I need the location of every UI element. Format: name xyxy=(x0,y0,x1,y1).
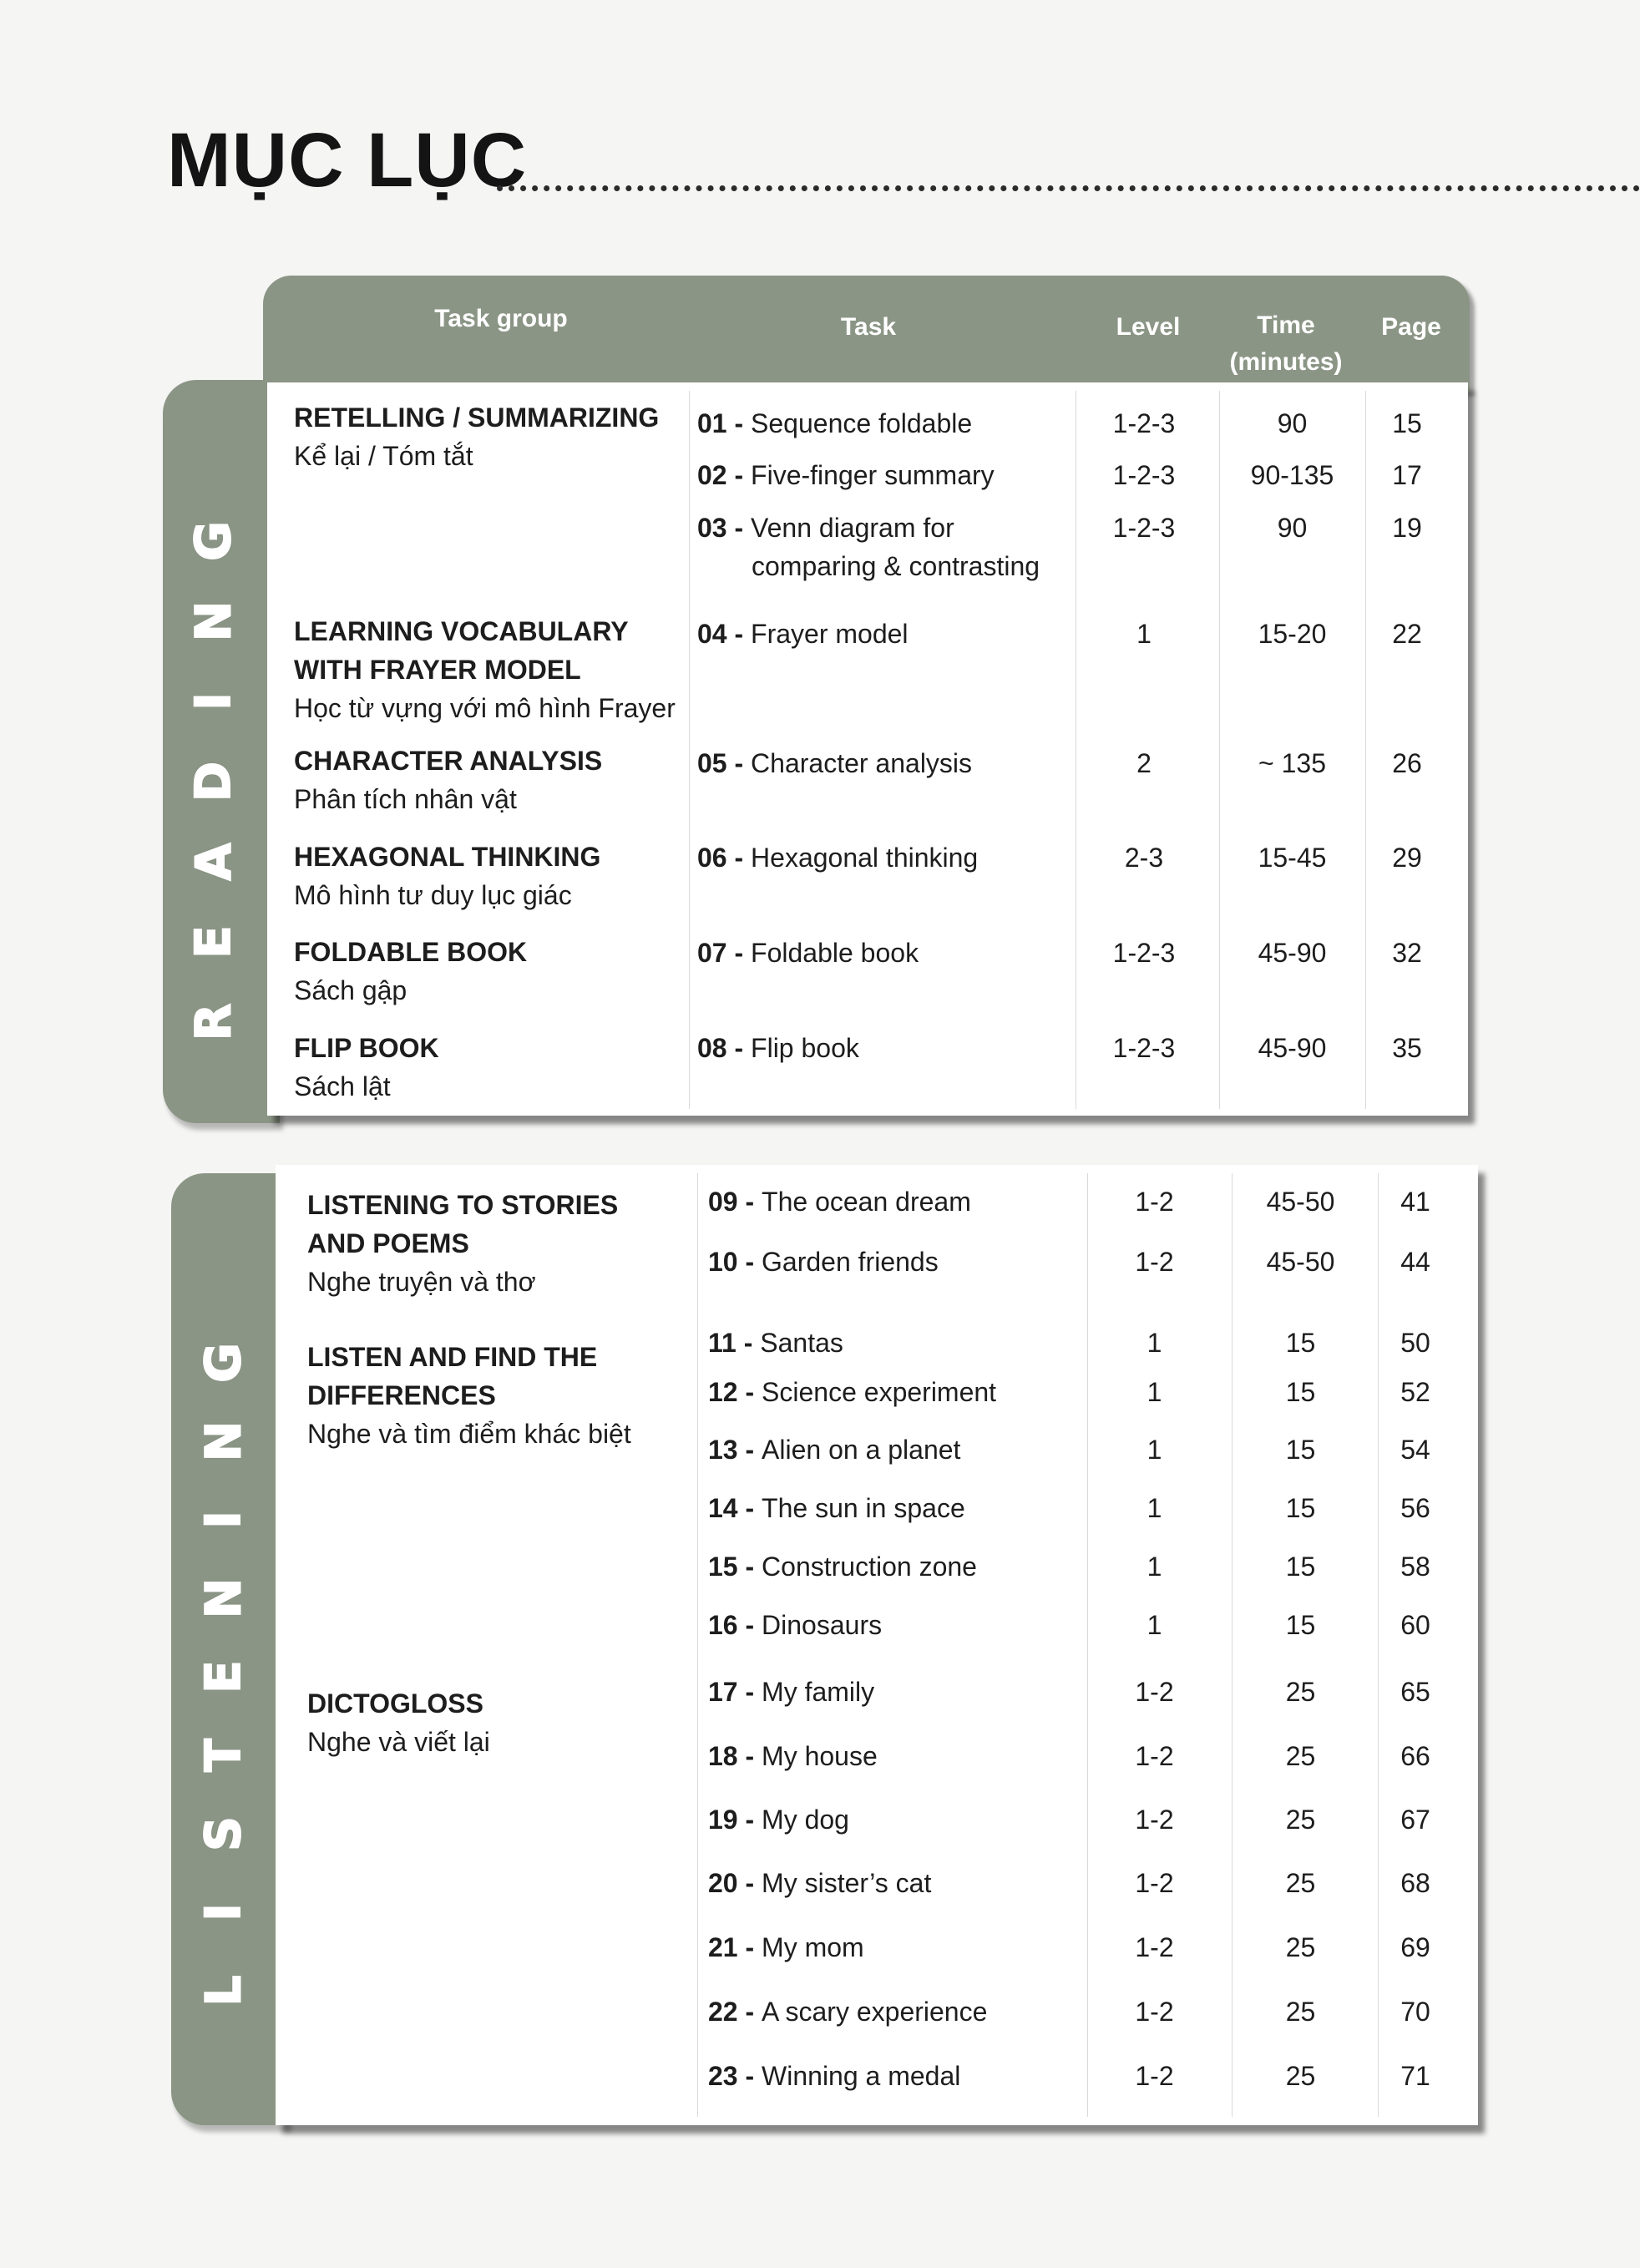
page-cell: 60 xyxy=(1400,1610,1430,1640)
task-name: Winning a medal xyxy=(762,2061,961,2091)
side-letter: I xyxy=(185,692,241,711)
task-name: Flip book xyxy=(751,1033,859,1063)
page-cell: 70 xyxy=(1400,1997,1430,2027)
task-number: 07 - xyxy=(697,938,752,968)
time-cell: 15-45 xyxy=(1258,843,1327,873)
time-cell: 15-20 xyxy=(1258,619,1327,649)
page-cell: 66 xyxy=(1400,1741,1430,1771)
header-level: Level xyxy=(1116,313,1181,341)
task-number: 22 - xyxy=(708,1997,762,2027)
task-name: Construction zone xyxy=(762,1552,977,1582)
page-cell: 67 xyxy=(1400,1805,1430,1835)
task-group-subtitle: Sách lật xyxy=(294,1071,391,1101)
time-cell: 25 xyxy=(1285,2061,1316,2091)
task-number: 16 - xyxy=(708,1610,762,1640)
task-cell xyxy=(708,1605,882,1645)
side-letter: L xyxy=(195,1975,251,2007)
table-row xyxy=(0,1800,1637,1840)
title-row xyxy=(167,117,1640,217)
task-name: My house xyxy=(762,1741,878,1771)
task-cell xyxy=(708,1488,965,1528)
task-group-title: LISTENING TO STORIES AND POEMS xyxy=(307,1190,619,1258)
table-row xyxy=(0,743,1637,783)
task-name: Dinosaurs xyxy=(762,1610,883,1640)
task-group-title: CHARACTER ANALYSIS xyxy=(294,746,603,776)
side-letter: D xyxy=(185,761,241,802)
divider xyxy=(1378,1173,1379,2117)
task-number: 04 - xyxy=(697,619,752,649)
task-group-subtitle: Kể lại / Tóm tắt xyxy=(294,441,473,471)
task-name: Alien on a planet xyxy=(762,1435,961,1465)
table-header xyxy=(263,276,1470,391)
task-name: Foldable book xyxy=(751,938,919,968)
task-cell xyxy=(708,1800,849,1840)
task-group-subtitle: Nghe truyện và thơ xyxy=(307,1267,536,1297)
table-row xyxy=(0,1488,1637,1528)
side-letter: I xyxy=(195,1511,251,1529)
table-row xyxy=(0,455,1637,495)
side-letter: G xyxy=(184,521,241,561)
side-letter: E xyxy=(185,925,241,959)
task-cell xyxy=(697,838,978,878)
task-group-subtitle: Nghe và tìm điểm khác biệt xyxy=(307,1419,631,1449)
level-cell: 1-2 xyxy=(1135,1997,1174,2027)
task-number: 14 - xyxy=(708,1493,762,1523)
side-letter: N xyxy=(194,1420,251,1462)
task-name: Venn diagram for xyxy=(751,513,954,543)
task-number: 03 - xyxy=(697,513,752,543)
task-number: 05 - xyxy=(697,748,752,778)
level-cell: 1-2 xyxy=(1135,1677,1174,1707)
page-cell: 71 xyxy=(1400,2061,1430,2091)
task-name: The sun in space xyxy=(762,1493,965,1523)
side-letter: N xyxy=(194,1577,251,1619)
task-number: 11 - xyxy=(708,1328,761,1358)
time-cell: 15 xyxy=(1285,1435,1316,1465)
page-cell: 26 xyxy=(1392,748,1422,778)
task-group-title: FLIP BOOK xyxy=(294,1033,439,1063)
level-cell: 1-2-3 xyxy=(1112,460,1176,490)
task-number: 02 - xyxy=(697,460,752,490)
level-cell: 1 xyxy=(1146,1435,1162,1465)
task-cell xyxy=(708,1863,931,1903)
level-cell: 1-2 xyxy=(1135,1187,1174,1217)
task-cell xyxy=(708,1182,971,1222)
task-name: Santas xyxy=(760,1328,843,1358)
level-cell: 2 xyxy=(1136,748,1152,778)
task-number: 10 - xyxy=(708,1247,762,1277)
task-number: 09 - xyxy=(708,1187,762,1217)
task-group-title: RETELLING / SUMMARIZING xyxy=(294,402,660,433)
divider xyxy=(1232,1173,1233,2117)
header-task: Task xyxy=(840,313,897,341)
task-cell xyxy=(708,1736,878,1776)
table-row xyxy=(0,1242,1637,1282)
time-cell: 25 xyxy=(1285,1932,1316,1962)
page-cell: 69 xyxy=(1400,1932,1430,1962)
divider xyxy=(1087,1173,1088,2117)
page-cell: 32 xyxy=(1392,938,1422,968)
table-row xyxy=(0,1927,1637,1967)
time-cell: 90-135 xyxy=(1250,460,1334,490)
time-cell: 45-90 xyxy=(1258,938,1327,968)
table-row xyxy=(0,2056,1637,2096)
side-letter: E xyxy=(195,1660,251,1693)
task-name: Sequence foldable xyxy=(751,408,973,438)
task-number: 18 - xyxy=(708,1741,762,1771)
task-number: 19 - xyxy=(708,1805,762,1835)
task-name: Character analysis xyxy=(751,748,973,778)
task-number: 08 - xyxy=(697,1033,752,1063)
time-cell: 15 xyxy=(1285,1610,1316,1640)
time-cell: 15 xyxy=(1285,1493,1316,1523)
time-cell: 25 xyxy=(1285,1997,1316,2027)
table-row xyxy=(0,1736,1637,1776)
table-row xyxy=(0,1547,1637,1587)
task-number: 20 - xyxy=(708,1868,762,1898)
side-letter: R xyxy=(184,1003,241,1041)
time-cell: 45-50 xyxy=(1266,1187,1335,1217)
level-cell: 1 xyxy=(1146,1552,1162,1582)
level-cell: 1-2-3 xyxy=(1112,408,1176,438)
table-row xyxy=(0,1863,1637,1903)
side-letter: T xyxy=(194,1739,251,1772)
title-dotted-leader xyxy=(497,185,1640,191)
header-time-unit: (minutes) xyxy=(1229,348,1343,376)
time-cell: 25 xyxy=(1285,1677,1316,1707)
page-cell: 29 xyxy=(1392,843,1422,873)
page-cell: 50 xyxy=(1400,1328,1430,1358)
table-row xyxy=(0,403,1637,443)
task-number: 23 - xyxy=(708,2061,762,2091)
level-cell: 1-2-3 xyxy=(1112,938,1176,968)
level-cell: 1 xyxy=(1146,1377,1162,1407)
side-letter: G xyxy=(194,1343,251,1383)
side-letter: N xyxy=(184,600,241,642)
time-cell: 15 xyxy=(1285,1328,1316,1358)
level-cell: 2-3 xyxy=(1124,843,1164,873)
page-cell: 54 xyxy=(1400,1435,1430,1465)
task-name: Hexagonal thinking xyxy=(751,843,979,873)
page-cell: 19 xyxy=(1392,513,1422,543)
task-group-title: LISTEN AND FIND THE DIFFERENCES xyxy=(307,1342,598,1410)
task-group-title: LEARNING VOCABULARY WITH FRAYER MODEL xyxy=(294,616,629,685)
page-cell: 35 xyxy=(1392,1033,1422,1063)
page-cell: 52 xyxy=(1400,1377,1430,1407)
header-page: Page xyxy=(1381,313,1441,341)
task-group-subtitle: Mô hình tư duy lục giác xyxy=(294,880,572,910)
listening-panel xyxy=(276,1165,1478,2125)
task-cell xyxy=(708,1323,843,1363)
table-row xyxy=(0,1992,1637,2032)
task-name: Garden friends xyxy=(762,1247,939,1277)
time-cell: 90 xyxy=(1277,513,1308,543)
time-cell: 25 xyxy=(1285,1868,1316,1898)
task-cell xyxy=(697,455,995,495)
level-cell: 1-2 xyxy=(1135,1247,1174,1277)
task-number: 15 - xyxy=(708,1552,762,1582)
time-cell: 25 xyxy=(1285,1741,1316,1771)
level-cell: 1-2 xyxy=(1135,1741,1174,1771)
table-row xyxy=(0,508,1637,581)
level-cell: 1 xyxy=(1146,1328,1162,1358)
task-group-subtitle: Học từ vựng với mô hình Frayer xyxy=(294,693,676,723)
table-row xyxy=(0,1182,1637,1222)
table-row xyxy=(0,1430,1637,1470)
task-name: My dog xyxy=(762,1805,849,1835)
level-cell: 1 xyxy=(1136,619,1152,649)
time-cell: 15 xyxy=(1285,1552,1316,1582)
header-time: Time xyxy=(1257,311,1315,339)
task-name: Frayer model xyxy=(751,619,909,649)
level-cell: 1-2 xyxy=(1135,1868,1174,1898)
task-cell xyxy=(697,614,909,654)
task-group-subtitle: Sách gập xyxy=(294,975,407,1005)
level-cell: 1 xyxy=(1146,1610,1162,1640)
side-letter: I xyxy=(195,1903,251,1921)
task-number: 21 - xyxy=(708,1932,762,1962)
side-letter: S xyxy=(195,1816,251,1851)
time-cell: 45-90 xyxy=(1258,1033,1327,1063)
task-number: 17 - xyxy=(708,1677,762,1707)
task-group-title: DICTOGLOSS xyxy=(307,1688,483,1719)
task-cell xyxy=(708,1372,996,1412)
task-number: 01 - xyxy=(697,408,752,438)
time-cell: 15 xyxy=(1285,1377,1316,1407)
header-task-group: Task group xyxy=(434,305,568,332)
task-name-continued: comparing & contrasting xyxy=(752,551,1040,581)
page-cell: 58 xyxy=(1400,1552,1430,1582)
page-cell: 15 xyxy=(1392,408,1422,438)
table-row xyxy=(0,838,1637,878)
task-name: Science experiment xyxy=(762,1377,997,1407)
page-cell: 17 xyxy=(1392,460,1422,490)
table-row xyxy=(0,1372,1637,1412)
task-cell xyxy=(697,743,972,783)
page-title: MỤC LỤC xyxy=(167,118,528,203)
page-cell: 68 xyxy=(1400,1868,1430,1898)
task-name: My sister’s cat xyxy=(762,1868,932,1898)
task-cell xyxy=(708,1672,874,1712)
task-group-subtitle: Phân tích nhân vật xyxy=(294,784,517,814)
task-cell xyxy=(708,1927,864,1967)
page-cell: 56 xyxy=(1400,1493,1430,1523)
task-cell xyxy=(708,1992,987,2032)
task-cell xyxy=(708,1547,977,1587)
task-number: 13 - xyxy=(708,1435,762,1465)
level-cell: 1-2-3 xyxy=(1112,1033,1176,1063)
task-cell xyxy=(697,933,919,973)
level-cell: 1-2 xyxy=(1135,2061,1174,2091)
level-cell: 1-2 xyxy=(1135,1932,1174,1962)
task-cell xyxy=(708,1430,960,1470)
task-cell xyxy=(697,508,954,548)
task-number: 12 - xyxy=(708,1377,762,1407)
task-name: My mom xyxy=(762,1932,864,1962)
task-cell xyxy=(697,403,972,443)
table-row xyxy=(0,933,1637,973)
task-group-title: FOLDABLE BOOK xyxy=(294,937,528,967)
time-cell: 45-50 xyxy=(1266,1247,1335,1277)
task-group-subtitle: Nghe và viết lại xyxy=(307,1727,490,1757)
task-name: A scary experience xyxy=(762,1997,988,2027)
level-cell: 1-2 xyxy=(1135,1805,1174,1835)
task-cell xyxy=(697,1028,859,1068)
task-number: 06 - xyxy=(697,843,752,873)
page-cell: 44 xyxy=(1400,1247,1430,1277)
page-cell: 22 xyxy=(1392,619,1422,649)
task-group-title: HEXAGONAL THINKING xyxy=(294,842,601,872)
task-name: Five-finger summary xyxy=(751,460,995,490)
table-row xyxy=(0,1605,1637,1645)
level-cell: 1-2-3 xyxy=(1112,513,1176,543)
task-cell xyxy=(708,2056,960,2096)
side-letter: A xyxy=(184,843,241,881)
level-cell: 1 xyxy=(1146,1493,1162,1523)
task-name: My family xyxy=(762,1677,875,1707)
time-cell: 25 xyxy=(1285,1805,1316,1835)
time-cell: 90 xyxy=(1277,408,1308,438)
task-cell xyxy=(708,1242,939,1282)
page-cell: 41 xyxy=(1400,1187,1430,1217)
table-row xyxy=(0,1672,1637,1712)
divider xyxy=(697,1173,698,2117)
table-row xyxy=(0,614,1637,654)
page-cell: 65 xyxy=(1400,1677,1430,1707)
task-name: The ocean dream xyxy=(762,1187,971,1217)
table-row xyxy=(0,1323,1637,1363)
table-row xyxy=(0,1028,1637,1068)
time-cell: ~ 135 xyxy=(1258,748,1326,778)
